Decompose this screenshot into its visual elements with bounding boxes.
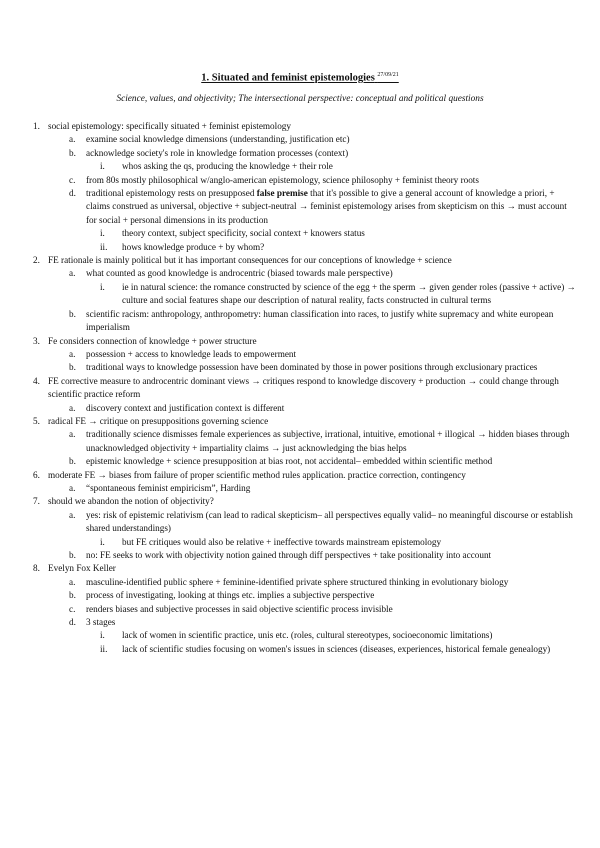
- outline-item-level-3: [0, 160, 600, 173]
- outline-item-level-1: [0, 469, 600, 482]
- outline-item-level-2: [0, 174, 600, 187]
- list-marker: b.: [69, 308, 76, 319]
- outline-item-level-2: [0, 348, 600, 361]
- list-marker: a.: [69, 348, 76, 359]
- outline-item-level-2: [0, 455, 600, 468]
- list-item-text: lack of women in scientific practice, unis etc. (roles, cultural stereotypes, socioeconomic limitations): [122, 630, 493, 641]
- list-item-text: renders biases and subjective processes in said objective scientific process invisible: [86, 603, 393, 614]
- list-marker: i.: [100, 630, 105, 641]
- outline-item-level-2: [0, 616, 600, 629]
- list-marker: i.: [100, 281, 105, 292]
- outline-item-level-3: [0, 536, 600, 549]
- list-marker: b.: [69, 550, 76, 560]
- outline-item-level-2: [0, 308, 600, 335]
- page-title: [0, 72, 600, 84]
- outline-item-level-2: [0, 147, 600, 160]
- list-marker: d.: [69, 617, 76, 628]
- list-marker: a.: [69, 268, 76, 279]
- notes-outline: [0, 120, 600, 656]
- list-marker: a.: [69, 576, 76, 587]
- outline-item-level-1: [0, 375, 600, 402]
- list-item-text: [86, 187, 578, 227]
- outline-item-level-1: [0, 120, 600, 133]
- list-item-text: ie in natural science: the romance constructed by science of the egg + the sperm → given gender roles (passive + active) → culture and social features shape our description of natural reality, facts constructed in cultural terms: [122, 281, 576, 306]
- list-item-text: possession + access to knowledge leads to empowerment: [86, 348, 297, 359]
- list-marker: a.: [69, 429, 76, 440]
- outline-item-level-3: [0, 643, 600, 656]
- outline-item-level-2: [0, 133, 600, 146]
- outline-item-level-1: [0, 562, 600, 575]
- outline-item-level-3: [0, 629, 600, 642]
- outline-item-level-2: [0, 603, 600, 616]
- list-marker: 3.: [33, 335, 40, 346]
- list-marker: d.: [69, 188, 76, 199]
- list-marker: a.: [69, 402, 76, 413]
- list-marker: 8.: [33, 563, 40, 574]
- list-marker: a.: [69, 134, 76, 145]
- list-marker: 5.: [33, 415, 40, 426]
- list-item-text: hows knowledge produce + by whom?: [122, 241, 265, 252]
- list-marker: i.: [100, 536, 105, 547]
- list-item-text: examine social knowledge dimensions (understanding, justification etc): [86, 134, 350, 145]
- list-marker: b.: [69, 147, 76, 158]
- outline-item-level-2: [0, 361, 600, 374]
- list-item-text: discovery context and justification context is different: [86, 402, 285, 413]
- list-item-text: Evelyn Fox Keller: [48, 563, 116, 574]
- list-item-text: what counted as good knowledge is androcentric (biased towards male perspective): [86, 268, 393, 279]
- outline-item-level-2: [0, 482, 600, 495]
- list-marker: 7.: [33, 496, 40, 507]
- list-item-text: acknowledge society's role in knowledge formation processes (context): [86, 147, 349, 158]
- emphasis-text: false premise: [256, 188, 308, 199]
- list-item-text: 3 stages: [86, 617, 116, 628]
- list-item-text: “spontaneous feminist empiricism”, Harding: [86, 482, 251, 493]
- title-date: 27/09/21: [377, 72, 399, 78]
- outline-item-level-2: [0, 267, 600, 280]
- outline-item-level-3: [0, 241, 600, 254]
- list-item-text: moderate FE → biases from failure of proper scientific method rules application. practice correction, contingency: [48, 469, 466, 480]
- list-item-text: social epistemology: specifically situated + feminist epistemology: [48, 121, 291, 131]
- outline-item-level-2: [0, 402, 600, 415]
- list-item-text: from 80s mostly philosophical w/anglo-american epistemology, science philosophy + feminist theory roots: [86, 174, 479, 185]
- list-item-text: but FE critiques would also be relative + ineffective towards mainstream epistemology: [122, 536, 442, 547]
- page-subtitle: Science, values, and objectivity; The intersectional perspective: conceptual and political questions: [116, 94, 484, 104]
- outline-item-level-2: [0, 589, 600, 602]
- list-marker: i.: [100, 228, 105, 239]
- list-item-text: traditionally science dismisses female experiences as subjective, irrational, intuitive, emotional + illogical → hidden biases through unacknowledged objectivity + impartiality claims → just acknowledging the bias helps: [86, 429, 570, 453]
- list-marker: b.: [69, 362, 76, 373]
- text-segment: traditional epistemology rests on presupposed: [86, 188, 257, 199]
- list-item-text: scientific racism: anthropology, anthropometry: human classification into races, to justify white supremacy and white european imperialism: [86, 308, 554, 333]
- outline-item-level-1: [0, 415, 600, 428]
- list-marker: ii.: [100, 241, 108, 252]
- outline-item-level-1: [0, 254, 600, 267]
- outline-item-level-3: [0, 227, 600, 240]
- list-item-text: FE rationale is mainly political but it has important consequences for our conceptions of knowledge + science: [48, 255, 452, 266]
- list-item-text: FE corrective measure to androcentric dominant views → critiques respond to knowledge discovery + production → could change through scientific practice reform: [48, 375, 559, 400]
- list-marker: b.: [69, 590, 76, 601]
- list-marker: ii.: [100, 643, 108, 654]
- list-item-text: no: FE seeks to work with objectivity notion gained through diff perspectives + take positionality into account: [86, 550, 492, 560]
- list-item-text: masculine-identified public sphere + feminine-identified private sphere structured thinking in evolutionary biology: [86, 576, 509, 587]
- list-marker: 4.: [33, 375, 40, 386]
- list-marker: c.: [69, 603, 76, 614]
- outline-item-level-3: [0, 281, 600, 308]
- list-item-text: traditional ways to knowledge possession have been dominated by those in power positions through exclusionary practices: [86, 362, 538, 373]
- list-item-text: theory context, subject specificity, social context + knowers status: [122, 228, 365, 239]
- list-item-text: yes: risk of epistemic relativism (can lead to radical skepticism– all perspectives equally valid– no meaningful discourse or establish shared understandings): [86, 509, 573, 534]
- list-marker: a.: [69, 482, 76, 493]
- list-marker: a.: [69, 509, 76, 520]
- list-item-text: epistemic knowledge + science presupposition at bias root, not accidental– embedded within scientific method: [86, 456, 493, 467]
- list-item-text: radical FE → critique on presuppositions governing science: [48, 415, 269, 426]
- list-marker: i.: [100, 161, 105, 172]
- list-marker: 6.: [33, 469, 40, 480]
- list-marker: 1.: [33, 121, 40, 131]
- list-item-text: whos asking the qs, producing the knowledge + their role: [122, 161, 333, 172]
- list-item-text: process of investigating, looking at things etc. implies a subjective perspective: [86, 590, 375, 601]
- outline-item-level-2: [0, 428, 600, 455]
- outline-item-level-2: [0, 549, 600, 562]
- list-item-text: should we abandon the notion of objectivity?: [48, 496, 214, 507]
- outline-item-level-1: [0, 495, 600, 508]
- outline-item-level-2: [0, 187, 600, 227]
- list-marker: c.: [69, 174, 76, 185]
- list-marker: 2.: [33, 255, 40, 266]
- title-text: 1. Situated and feminist epistemologies: [201, 72, 375, 84]
- list-item-text: lack of scientific studies focusing on women's issues in sciences (diseases, experiences, historical female genealogy): [122, 643, 551, 654]
- text-segment: that it's possible to give a general account of knowledge a priori, + claims construed as universal, objective + subject-neutral → feminist epistemology arises from skepticism on this → must account for social + personal dimensions in its production: [86, 188, 567, 225]
- list-marker: b.: [69, 456, 76, 467]
- outline-item-level-2: [0, 509, 600, 536]
- list-item-text: Fe considers connection of knowledge + power structure: [48, 335, 257, 346]
- outline-item-level-2: [0, 576, 600, 589]
- outline-item-level-1: [0, 335, 600, 348]
